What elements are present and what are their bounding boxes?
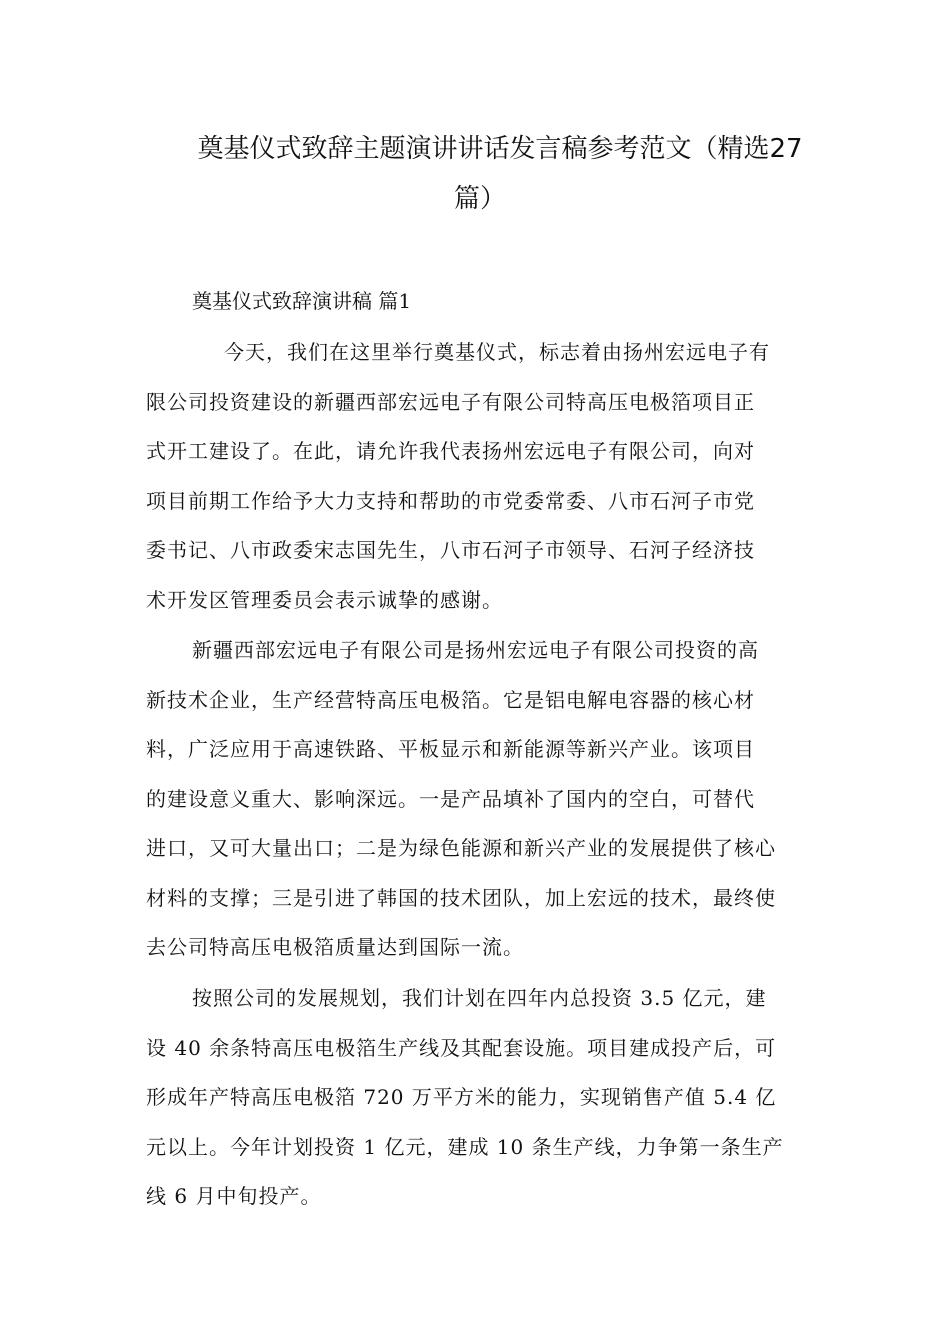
paragraph-3 xyxy=(146,974,806,1222)
paragraph-1 xyxy=(146,328,806,625)
paragraph-line: 项目前期工作给予大力支持和帮助的市党委常委、八市石河子市党 xyxy=(146,488,755,513)
section-heading: 奠基仪式致辞演讲稿 篇1 xyxy=(192,289,412,313)
paragraph-line: 新技术企业，生产经营特高压电极箔。它是铝电解电容器的核心材 xyxy=(146,687,755,712)
paragraph-line: 新疆西部宏远电子有限公司是扬州宏远电子有限公司投资的高 xyxy=(192,638,759,662)
paragraph-line: 去公司特高压电极箔质量达到国际一流。 xyxy=(146,935,524,959)
paragraph-2 xyxy=(146,626,806,973)
paragraph-line: 形成年产特高压电极箔 720 万平方米的能力，实现销售产值 5.4 亿 xyxy=(146,1085,777,1109)
paragraph-line: 限公司投资建设的新疆西部宏远电子有限公司特高压电极箔项目正 xyxy=(146,389,755,414)
paragraph-line: 式开工建设了。在此，请允许我代表扬州宏远电子有限公司，向对 xyxy=(146,439,755,463)
paragraph-line: 进口，又可大量出口；二是为绿色能源和新兴产业的发展提供了核心 xyxy=(146,836,776,860)
paragraph-line: 设 40 余条特高压电极箔生产线及其配套设施。项目建成投产后，可 xyxy=(146,1035,777,1060)
paragraph-line: 的建设意义重大、影响深远。一是产品填补了国内的空白，可替代 xyxy=(146,786,755,811)
title-line-1: 奠基仪式致辞主题演讲讲话发言稿参考范文（精选27 xyxy=(197,134,803,164)
paragraph-line: 按照公司的发展规划，我们计划在四年内总投资 3.5 亿元，建 xyxy=(192,986,767,1010)
paragraph-line: 线 6 月中旬投产。 xyxy=(146,1184,322,1208)
paragraph-line: 材料的支撑；三是引进了韩国的技术团队，加上宏远的技术，最终使 xyxy=(146,885,776,910)
paragraph-line: 术开发区管理委员会表示诚挚的感谢。 xyxy=(146,587,503,612)
document-title xyxy=(150,124,810,224)
paragraph-line: 元以上。今年计划投资 1 亿元，建成 10 条生产线，力争第一条生产 xyxy=(146,1134,784,1159)
paragraph-line: 委书记、八市政委宋志国先生，八市石河子市领导、石河子经济技 xyxy=(146,538,755,562)
paragraph-line: 今天，我们在这里举行奠基仪式，标志着由扬州宏远电子有 xyxy=(224,340,770,364)
title-line-2: 篇） xyxy=(453,184,506,214)
paragraph-line: 料，广泛应用于高速铁路、平板显示和新能源等新兴产业。该项目 xyxy=(146,737,755,761)
